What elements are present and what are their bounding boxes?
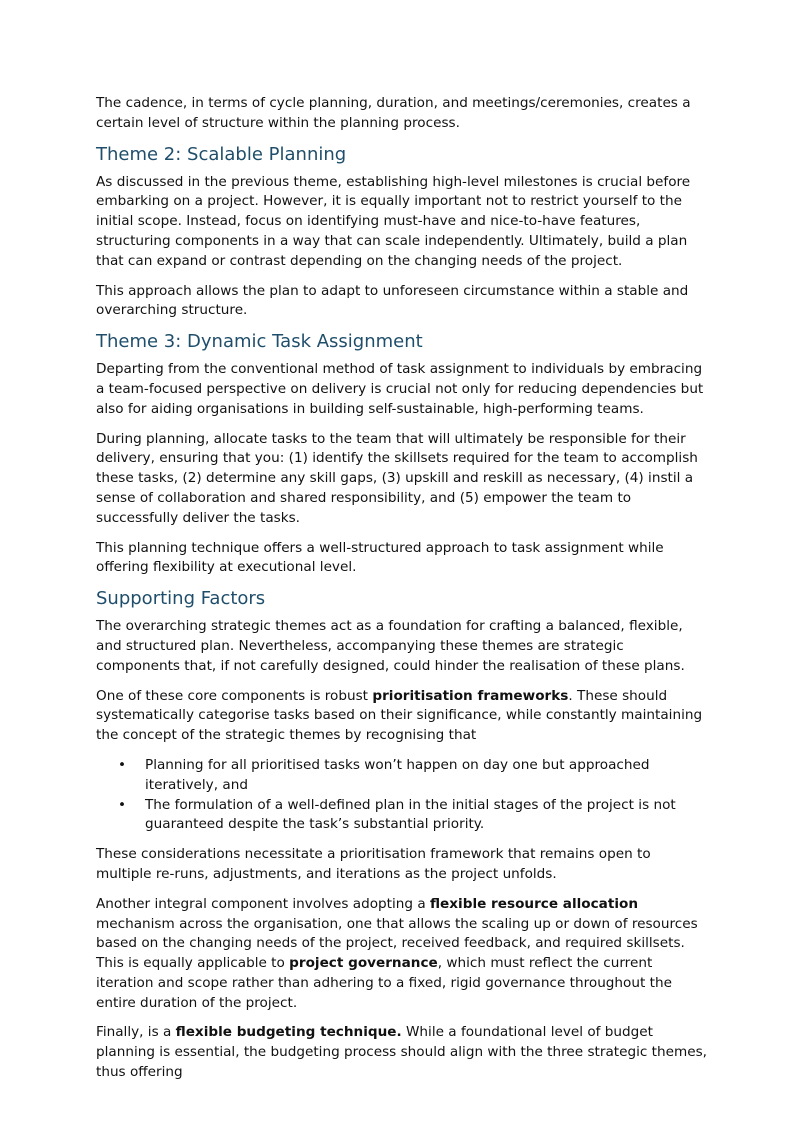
intro-paragraph: The cadence, in terms of cycle planning, duration, and meetings/ceremonies, creates a certain level of structure within the planning process. — [96, 95, 691, 131]
list-item — [96, 796, 708, 836]
bullet-icon: • — [118, 796, 127, 813]
bullet-list — [96, 756, 708, 835]
supporting-paragraph-5 — [96, 1023, 708, 1082]
theme2-paragraph-1: As discussed in the previous theme, establishing high-level milestones is crucial before embarking on a project. However, it is equally important not to restrict yourself to the initial scope. Instead, focus on identifying must-have and nice-to-have features, structuring components in a way that can scale independently. Ultimately, build a plan that can expand or contrast depending on the changing needs of the project. — [96, 173, 691, 269]
document-page — [96, 94, 708, 1093]
list-item-text: Planning for all prioritised tasks won’t happen on day one but approached iteratively, and — [145, 756, 650, 793]
theme3-paragraph-3: This planning technique offers a well-structured approach to task assignment while offering flexibility at executional level. — [96, 539, 664, 576]
supporting-factors-heading: Supporting Factors — [96, 588, 266, 610]
supporting-paragraph-3: These considerations necessitate a prioritisation framework that remains open to multiple re-runs, adjustments, and iterations as the project unfolds. — [96, 846, 651, 882]
p4-text-post: , which must reflect the current iteration and scope rather than adhering to a fixed, rigid governance throughout the entire duration of the project. — [96, 955, 672, 1011]
p2-text-pre: One of these core components is robust — [96, 687, 373, 704]
supporting-paragraph-4 — [96, 895, 708, 1014]
p4-bold-project-governance: project governance — [289, 955, 438, 972]
theme2-heading: Theme 2: Scalable Planning — [96, 143, 347, 165]
p4-bold-flexible-resource-allocation: flexible resource allocation — [429, 895, 639, 912]
theme3-heading: Theme 3: Dynamic Task Assignment — [96, 331, 423, 353]
bullet-icon: • — [118, 756, 127, 773]
p5-bold-flexible-budgeting-technique: flexible budgeting technique. — [175, 1024, 402, 1041]
theme2-paragraph-2: This approach allows the plan to adapt to unforeseen circumstance within a stable and overarching structure. — [96, 282, 689, 319]
list-item-text: The formulation of a well-defined plan in the initial stages of the project is not guaranteed despite the task’s substantial priority. — [145, 796, 676, 833]
supporting-paragraph-2 — [96, 687, 708, 746]
theme3-paragraph-1: Departing from the conventional method of task assignment to individuals by embracing a team-focused perspective on delivery is crucial not only for reducing dependencies but also for aiding organisations in building self-sustainable, high-performing teams. — [96, 361, 704, 417]
p4-text-pre: Another integral component involves adopting a — [96, 895, 430, 912]
p5-text-pre: Finally, is a — [96, 1024, 176, 1041]
p2-text-post: . These should systematically categorise tasks based on their significance, while constantly maintaining the concept of the strategic themes by recognising that — [96, 687, 703, 744]
list-item — [96, 756, 708, 796]
p4-text-mid: mechanism across the organisation, one that allows the scaling up or down of resources based on the changing needs of the project, received feedback, and required skillsets. This is equally applicable to — [96, 915, 698, 972]
supporting-paragraph-1: The overarching strategic themes act as a foundation for crafting a balanced, flexible, and structured plan. Nevertheless, accompanying these themes are strategic components that, if not carefully designed, could hinder the realisation of these plans. — [96, 618, 685, 674]
p5-text-post: While a foundational level of budget planning is essential, the budgeting process should align with the three strategic themes, thus offering — [96, 1024, 708, 1081]
theme3-paragraph-2: During planning, allocate tasks to the team that will ultimately be responsible for their delivery, ensuring that you: (1) identify the skillsets required for the team to accomplish these tasks, (2) determine any skill gaps, (3) upskill and reskill as necessary, (4) instil a sense of collaboration and shared responsibility, and (5) empower the team to successfully deliver the tasks. — [96, 430, 698, 526]
p2-bold-prioritisation-frameworks: prioritisation frameworks — [372, 687, 569, 704]
